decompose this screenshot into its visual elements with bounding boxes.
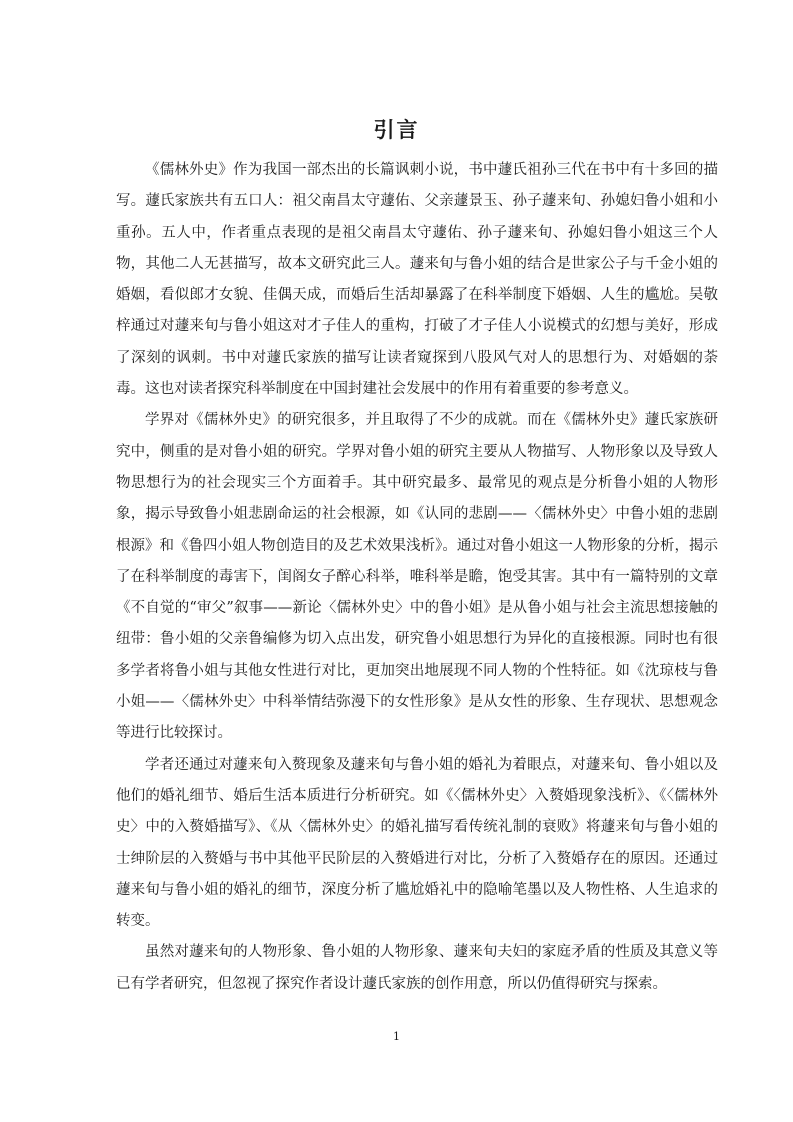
paragraph-4: 虽然对蘧来旬的人物形象、鲁小姐的人物形象、蘧来旬夫妇的家庭矛盾的性质及其意义等已有学者研究，但忽视了探究作者设计蘧氏家族的创作用意，所以仍值得研究与探索。 [116, 944, 718, 992]
paragraph-1: 《儒林外史》作为我国一部杰出的长篇讽刺小说，书中蘧氏祖孙三代在书中有十多回的描写。蘧氏家族共有五口人：祖父南昌太守蘧佑、父亲蘧景玉、孙子蘧来旬、孙媳妇鲁小姐和小重孙。五人中，作者重点表现的是祖父南昌太守蘧佑、孙子蘧来旬、孙媳妇鲁小姐这三个人物，其他二人无甚描写，故本文研究此三人。蘧来旬与鲁小姐的结合是世家公子与千金小姐的婚姻，看似郎才女貌、佳偶天成，而婚后生活却暴露了在科举制度下婚姻、人生的尴尬。吴敬梓通过对蘧来旬与鲁小姐这对才子佳人的重构，打破了才子佳人小说模式的幻想与美好，形成了深刻的讽刺。书中对蘧氏家族的描写让读者窥探到八股风气对人的思想行为、对婚姻的荼毒。这也对读者探究科举制度在中国封建社会发展中的作用有着重要的参考意义。 [116, 162, 718, 398]
page-number: 1 [393, 1030, 400, 1043]
body-text [116, 155, 718, 1000]
paragraph-3: 学者还通过对蘧来旬入赘现象及蘧来旬与鲁小姐的婚礼为着眼点，对蘧来旬、鲁小姐以及他们的婚礼细节、婚后生活本质进行分析研究。如《〈儒林外史〉入赘婚现象浅析》、《〈儒林外史〉中的入赘婚描写》、《从〈儒林外史〉的婚礼描写看传统礼制的衰败》将蘧来旬与鲁小姐的士绅阶层的入赘婚与书中其他平民阶层的入赘婚进行对比，分析了入赘婚存在的原因。还通过蘧来旬与鲁小姐的婚礼的细节，深度分析了尴尬婚礼中的隐喻笔墨以及人物性格、人生追求的转变。 [116, 756, 718, 930]
section-title: 引言 [373, 118, 420, 143]
paragraph-2: 学界对《儒林外史》的研究很多，并且取得了不少的成就。而在《儒林外史》蘧氏家族研究中，侧重的是对鲁小姐的研究。学界对鲁小姐的研究主要从人物描写、人物形象以及导致人物思想行为的社会现实三个方面着手。其中研究最多、最常见的观点是分析鲁小姐的人物形象，揭示导致鲁小姐悲剧命运的社会根源，如《认同的悲剧——〈儒林外史〉中鲁小姐的悲剧根源》和《鲁四小姐人物创造目的及艺术效果浅析》。通过对鲁小姐这一人物形象的分析，揭示了在科举制度的毒害下，闺阁女子醉心科举，唯科举是瞻，饱受其害。其中有一篇特别的文章《不自觉的“审父”叙事——新论〈儒林外史〉中的鲁小姐》是从鲁小姐与社会主流思想接触的纽带：鲁小姐的父亲鲁编修为切入点出发，研究鲁小姐思想行为异化的直接根源。同时也有很多学者将鲁小姐与其他女性进行对比，更加突出地展现不同人物的个性特征。如《沈琼枝与鲁小姐——〈儒林外史〉中科举情结弥漫下的女性形象》是从女性的形象、生存现状、思想观念等进行比较探讨。 [116, 412, 718, 742]
